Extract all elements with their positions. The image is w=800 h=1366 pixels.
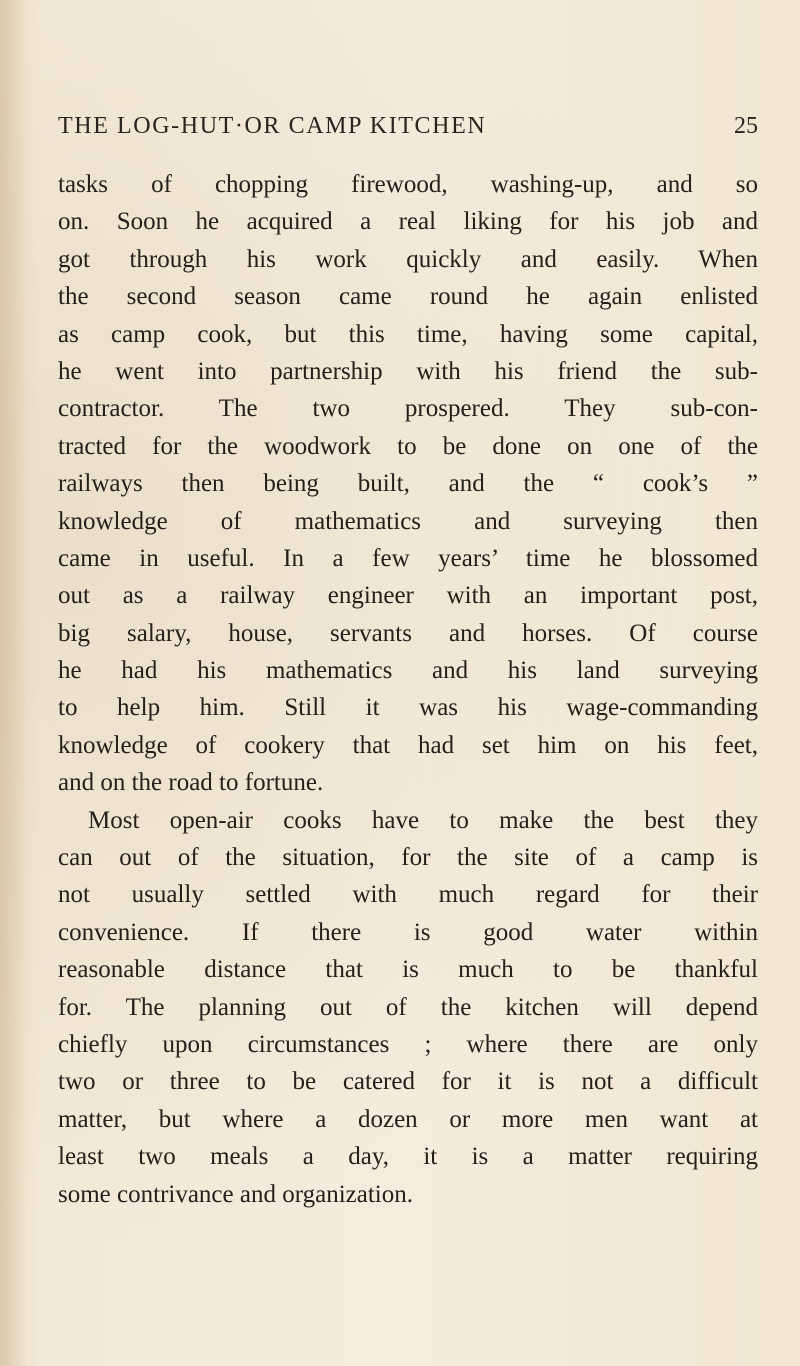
text-line: Most open-air cooks have to make the best they — [88, 806, 758, 834]
paragraph-2 — [58, 802, 758, 1213]
text-line: can out of the situation, for the site of a camp is — [58, 844, 758, 872]
running-head-title: THE LOG-HUT·OR CAMP KITCHEN — [58, 113, 487, 139]
text-line: tasks of chopping firewood, washing-up, and so — [58, 171, 758, 198]
text-line: knowledge of mathematics and surveying then — [58, 507, 758, 535]
text-line: chiefly upon circumstances ; where there are only — [58, 1030, 758, 1058]
text-line: reasonable distance that is much to be thankful — [58, 956, 758, 984]
text-line: convenience. If there is good water within — [58, 918, 758, 946]
text-line: contractor. The two prospered. They sub-con- — [58, 395, 758, 423]
text-line: out as a railway engineer with an important post, — [58, 582, 758, 610]
text-line: not usually settled with much regard for their — [58, 881, 758, 909]
text-line: for. The planning out of the kitchen will depend — [58, 993, 758, 1021]
body-text — [58, 166, 758, 1213]
text-line: tracted for the woodwork to be done on one of the — [58, 432, 758, 460]
text-line: got through his work quickly and easily. When — [58, 245, 758, 273]
text-line: on. Soon he acquired a real liking for his job and — [58, 208, 758, 236]
running-head — [58, 113, 758, 153]
text-line: to help him. Still it was his wage-commanding — [58, 694, 758, 722]
text-line: two or three to be catered for it is not a difficult — [58, 1068, 758, 1096]
text-line: as camp cook, but this time, having some capital, — [58, 320, 758, 348]
text-line: came in useful. In a few years’ time he blossomed — [58, 544, 758, 572]
text-line: he went into partnership with his friend the sub- — [58, 357, 758, 385]
text-line: matter, but where a dozen or more men want at — [58, 1105, 758, 1133]
page-number: 25 — [734, 113, 758, 139]
text-line: the second season came round he again enlisted — [58, 283, 758, 311]
text-line: some contrivance and organization. — [58, 1180, 413, 1208]
text-line: he had his mathematics and his land surveying — [58, 657, 758, 685]
text-line: least two meals a day, it is a matter requiring — [58, 1143, 758, 1171]
text-line: and on the road to fortune. — [58, 769, 324, 797]
paragraph-1 — [58, 166, 758, 802]
text-line: big salary, house, servants and horses. Of course — [58, 619, 758, 647]
text-line: knowledge of cookery that had set him on his feet, — [58, 731, 758, 759]
text-line: railways then being built, and the “ cook’s ” — [58, 470, 758, 498]
page-gutter-shadow — [0, 0, 28, 1366]
